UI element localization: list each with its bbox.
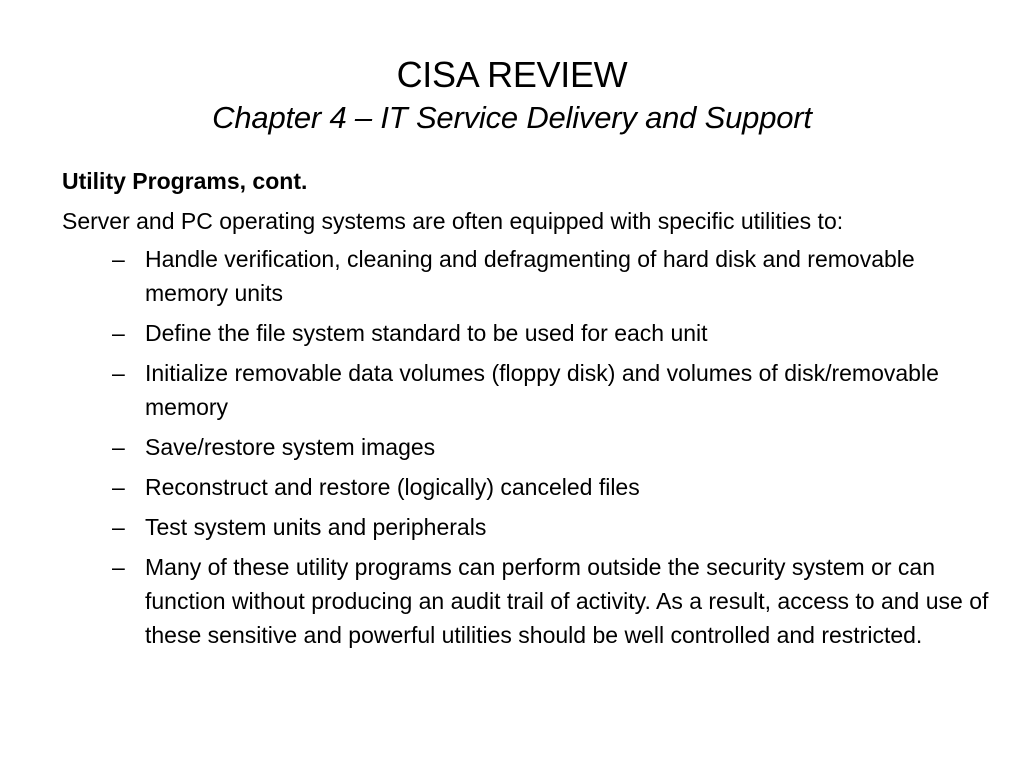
slide-title: CISA REVIEW — [396, 54, 628, 95]
slide-body — [62, 164, 992, 658]
bullet-item — [62, 356, 992, 424]
section-heading: Utility Programs, cont. — [62, 168, 308, 194]
bullet-text: Test system units and peripherals — [145, 514, 487, 540]
dash-marker: – — [112, 246, 125, 272]
bullet-item — [62, 430, 992, 464]
intro-text: Server and PC operating systems are often equipped with specific utilities to: — [62, 208, 844, 234]
dash-marker: – — [112, 514, 125, 540]
title-block — [0, 52, 1024, 138]
bullet-text: Many of these utility programs can perform outside the security system or can function without producing an audit trail of activity. As a result, access to and use of these sensitive and powerful utilities should be well controlled and restricted. — [145, 554, 989, 648]
dash-marker: – — [112, 320, 125, 346]
dash-marker: – — [112, 434, 125, 460]
bullet-text: Reconstruct and restore (logically) canceled files — [145, 474, 640, 500]
dash-marker: – — [112, 474, 125, 500]
slide-subtitle: Chapter 4 – IT Service Delivery and Support — [212, 100, 812, 135]
bullet-text: Save/restore system images — [145, 434, 436, 460]
bullet-text: Initialize removable data volumes (floppy disk) and volumes of disk/removable memory — [145, 360, 939, 420]
bullet-item — [62, 242, 992, 310]
bullet-item — [62, 470, 992, 504]
bullet-text: Handle verification, cleaning and defragmenting of hard disk and removable memory units — [145, 246, 915, 306]
bullet-text: Define the file system standard to be used for each unit — [145, 320, 708, 346]
bullet-item — [62, 510, 992, 544]
bullet-item — [62, 550, 992, 652]
dash-marker: – — [112, 360, 125, 386]
dash-marker: – — [112, 554, 125, 580]
bullet-list — [62, 242, 992, 652]
bullet-item — [62, 316, 992, 350]
